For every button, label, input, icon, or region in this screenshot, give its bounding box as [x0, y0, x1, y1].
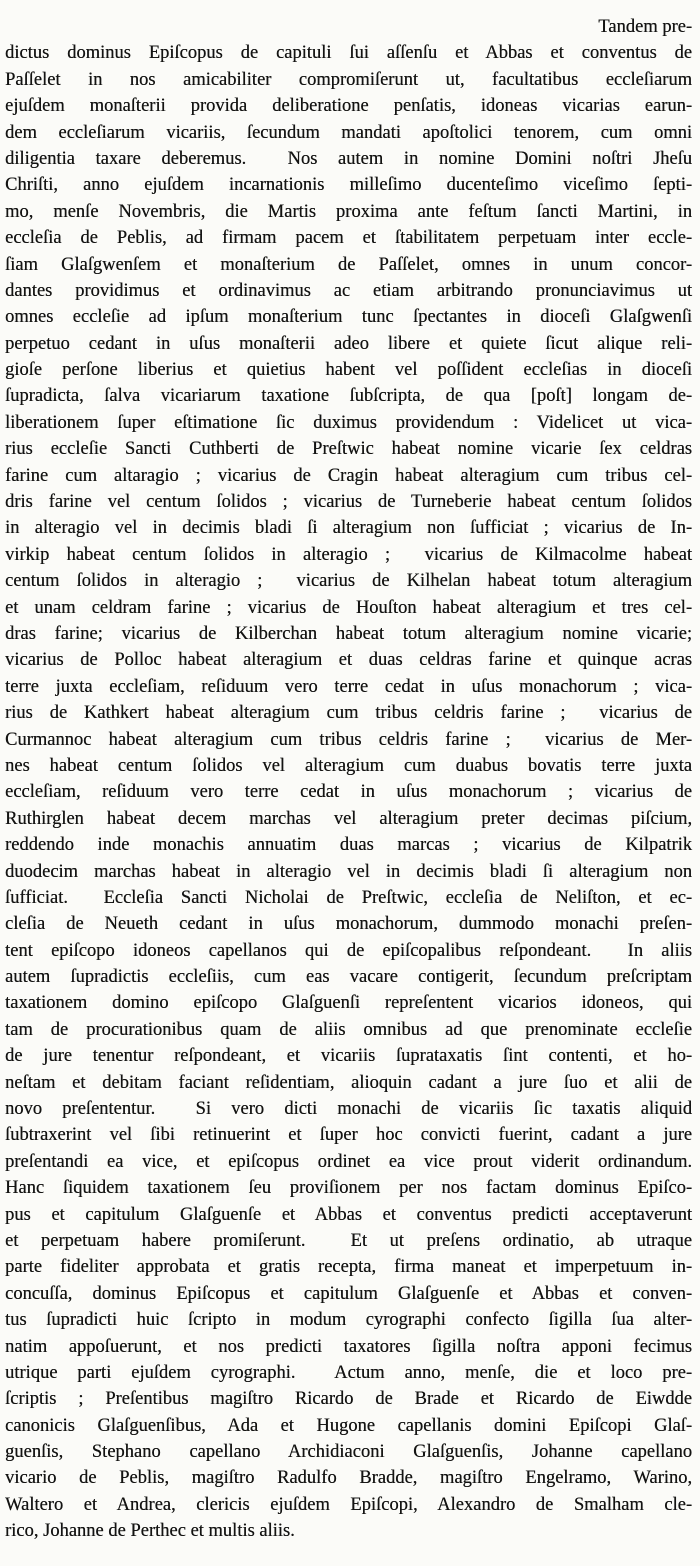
- text-line: mo, menſe Novembris, die Martis proxima ante feſtum ſancti Martini, in: [5, 201, 692, 222]
- text-line: ſubtraxerint vel ſibi retinuerint et ſuper hoc convicti fuerint, cadant a jure: [5, 1125, 692, 1146]
- text-line: de jure tenentur reſpondeant, et vicariis ſuprataxatis ſint contenti, et ho-: [5, 1046, 692, 1067]
- text-line: pus et capitulum Glaſguenſe et Abbas et conventus predicti acceptaverunt: [5, 1204, 692, 1225]
- text-line: Paſſelet in nos amicabiliter compromiſerunt ut, facultatibus eccleſiarum: [5, 69, 692, 90]
- text-line: et perpetuam habere promiſerunt. Et ut preſens ordinatio, ab utraque: [5, 1230, 692, 1251]
- text-line: Hanc ſiquidem taxationem ſeu proviſionem per nos factam dominus Epiſco-: [5, 1178, 692, 1199]
- text-line: dras farine; vicarius de Kilberchan habeat totum alteragium nomine vicarie;: [5, 623, 692, 644]
- text-line: canonicis Glaſguenſibus, Ada et Hugone capellanis domini Epiſcopi Glaſ-: [5, 1415, 692, 1436]
- text-line: dem eccleſiarum vicariis, ſecundum mandati apoſtolici tenorem, cum omni: [5, 122, 692, 143]
- text-line: eccleſia de Peblis, ad firmam pacem et ſtabilitatem perpetuam inter eccle-: [5, 228, 692, 249]
- text-line: perpetuo cedant in uſus monaſterii adeo libere et quiete ſicut alique reli-: [5, 333, 692, 354]
- text-line: liberationem ſuper eſtimatione ſic duximus providendum : Videlicet ut vica-: [5, 412, 692, 433]
- text-line: rius eccleſie Sancti Cuthberti de Preſtwic habeat nomine vicarie ſex celdras: [5, 439, 692, 460]
- text-line: reddendo inde monachis annuatim duas marcas ; vicarius de Kilpatrik: [5, 835, 692, 856]
- text-line: concuſſa, dominus Epiſcopus et capitulum Glaſguenſe et Abbas et conven-: [5, 1283, 692, 1304]
- text-line: ſupradicta, ſalva vicariarum taxatione ſubſcripta, de qua [poſt] longam de-: [5, 386, 692, 407]
- text-line: novo preſententur. Si vero dicti monachi de vicariis ſic taxatis aliquid: [5, 1099, 692, 1120]
- text-line: virkip habeat centum ſolidos in alteragio ; vicarius de Kilmacolme habeat: [5, 544, 692, 565]
- text-line: Chriſti, anno ejuſdem incarnationis milleſimo ducenteſimo viceſimo ſepti-: [5, 175, 692, 196]
- text-line: dictus dominus Epiſcopus de capituli ſui aſſenſu et Abbas et conventus de: [5, 43, 692, 64]
- text-line: vicario de Peblis, magiſtro Radulfo Bradde, magiſtro Engelramo, Warino,: [5, 1468, 692, 1489]
- text-line: cleſia de Neueth cedant in uſus monachorum, dummodo monachi preſen-: [5, 914, 692, 935]
- text-line: vicarius de Polloc habeat alteragium et duas celdras farine et quinque acras: [5, 650, 692, 671]
- text-line: eccleſiam, reſiduum vero terre cedat in uſus monachorum ; vicarius de: [5, 782, 692, 803]
- text-line: duodecim marchas habeat in alteragio vel in decimis bladi ſi alteragium non: [5, 861, 692, 882]
- text-line: gioſe perſone liberius et quietius habent vel poſſident eccleſias in dioceſi: [5, 360, 692, 381]
- text-line: nes habeat centum ſolidos vel alteragium cum duabus bovatis terre juxta: [5, 755, 692, 776]
- text-line: et unam celdram farine ; vicarius de Houſton habeat alteragium et tres cel-: [5, 597, 692, 618]
- text-line: rico, Johanne de Perthec et multis aliis.: [5, 1521, 295, 1542]
- text-line: dantes providimus et ordinavimus ac etiam arbitrando pronunciavimus ut: [5, 280, 692, 301]
- text-line: ſcriptis ; Preſentibus magiſtro Ricardo de Brade et Ricardo de Eiwdde: [5, 1389, 692, 1410]
- text-line: tam de procurationibus quam de aliis omnibus ad que prenominate eccleſie: [5, 1019, 692, 1040]
- text-line: rius de Kathkert habeat alteragium cum tribus celdris farine ; vicarius de: [5, 703, 692, 724]
- page-text-block: [5, 14, 692, 1545]
- text-line: utrique parti ejuſdem cyrographi. Actum anno, menſe, die et loco pre-: [5, 1362, 692, 1383]
- text-line: diligentia taxare deberemus. Nos autem in nomine Domini noſtri Jheſu: [5, 148, 692, 169]
- text-line: Curmannoc habeat alteragium cum tribus celdris farine ; vicarius de Mer-: [5, 729, 692, 750]
- text-line: tent epiſcopo idoneos capellanos qui de epiſcopalibus reſpondeant. In aliis: [5, 940, 692, 961]
- text-line: ſufficiat. Eccleſia Sancti Nicholai de Preſtwic, eccleſia de Neliſton, et ec-: [5, 887, 692, 908]
- text-line: Ruthirglen habeat decem marchas vel alteragium preter decimas piſcium,: [5, 808, 692, 829]
- text-line: autem ſupradictis eccleſiis, cum eas vacare contigerit, ſecundum preſcriptam: [5, 967, 692, 988]
- text-line: in alteragio vel in decimis bladi ſi alteragium non ſufficiat ; vicarius de In-: [5, 518, 692, 539]
- text-line: neſtam et debitam faciant reſidentiam, alioquin cadant a jure ſuo et alii de: [5, 1072, 692, 1093]
- text-line: guenſis, Stephano capellano Archidiaconi Glaſguenſis, Johanne capellano: [5, 1442, 692, 1463]
- text-line: farine cum altaragio ; vicarius de Cragin habeat alteragium cum tribus cel-: [5, 465, 692, 486]
- text-line: ſiam Glaſgwenſem et monaſterium de Paſſelet, omnes in unum concor-: [5, 254, 692, 275]
- text-line: terre juxta eccleſiam, reſiduum vero terre cedat in uſus monachorum ; vica-: [5, 676, 692, 697]
- text-line: Tandem pre-: [598, 17, 692, 37]
- text-line: omnes eccleſie ad ipſum monaſterium tunc ſpectantes in dioceſi Glaſgwenſi: [5, 307, 692, 328]
- text-line: parte fideliter approbata et gratis recepta, firma maneat et imperpetuum in-: [5, 1257, 692, 1278]
- text-line: preſentandi ea vice, et epiſcopus ordinet ea vice prout viderit ordinandum.: [5, 1151, 692, 1172]
- text-line: dris farine vel centum ſolidos ; vicarius de Turneberie habeat centum ſolidos: [5, 492, 692, 513]
- text-line: taxationem domino epiſcopo Glaſguenſi repreſentent vicarios idoneos, qui: [5, 993, 692, 1014]
- text-line: Waltero et Andrea, clericis ejuſdem Epiſcopi, Alexandro de Smalham cle-: [5, 1494, 692, 1515]
- text-line: natim appoſuerunt, et nos predicti taxatores ſigilla noſtra apponi fecimus: [5, 1336, 692, 1357]
- text-line: centum ſolidos in alteragio ; vicarius de Kilhelan habeat totum alteragium: [5, 571, 692, 592]
- text-line: ejuſdem monaſterii provida deliberatione penſatis, idoneas vicarias earun-: [5, 96, 692, 117]
- text-line: tus ſupradicti huic ſcripto in modum cyrographi confecto ſigilla ſua alter-: [5, 1310, 692, 1331]
